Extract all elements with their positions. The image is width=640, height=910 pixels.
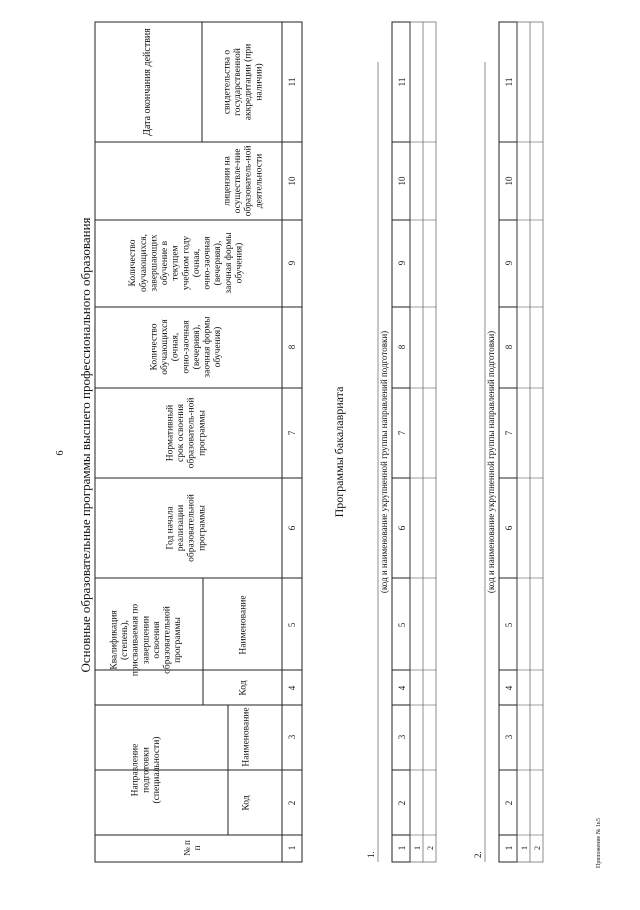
column-number-3: 3: [287, 734, 297, 740]
group-column-number-4: 4: [504, 685, 514, 691]
column-number-2: 2: [287, 800, 297, 806]
column-number-4: 4: [287, 685, 297, 691]
header-col2-code: Код: [241, 795, 252, 811]
group-column-number-3: 3: [504, 734, 514, 740]
header-labels: [108, 44, 264, 856]
group-table-1: [366, 22, 436, 862]
header-col3-name: Наименование: [241, 707, 252, 767]
header-col1-no: № пп: [182, 840, 203, 856]
group-column-number-10: 10: [397, 176, 407, 186]
column-number-7: 7: [287, 430, 297, 436]
group-column-number-11: 11: [397, 77, 407, 87]
group-caption: (код и наименование укрупненной группы направлений подготовки): [379, 330, 389, 594]
group-column-number-3: 3: [397, 734, 407, 740]
group-table-2: [473, 22, 543, 862]
group-column-number-7: 7: [397, 430, 407, 436]
column-number-1: 1: [287, 845, 297, 851]
group-column-number-8: 8: [397, 344, 407, 350]
column-number-5: 5: [287, 622, 297, 628]
header-col2-direction: Направлениеподготовки(специальности): [130, 736, 162, 804]
section-title: Программы бакалавриата: [332, 386, 346, 518]
group-column-number-5: 5: [504, 622, 514, 628]
header-date-end: Дата окончания действия: [142, 28, 153, 136]
header-col9-graduating: Количествообучающихся,завершающихобучение втекущемучебном году(очная,очно-заочная(вечерняя),заочная формыобучения): [128, 232, 245, 294]
header-table: [0, 22, 302, 862]
column-number-10: 10: [287, 176, 297, 186]
sub-row-label: 1: [413, 846, 422, 850]
sub-row-label: 2: [533, 846, 542, 850]
header-col8-students: Количествообучающихся(очная,очно-заочная(вечерняя),заочная формыобучения): [149, 316, 224, 378]
group-column-number-1: 1: [397, 845, 407, 851]
page-number: 6: [55, 450, 66, 456]
group-column-number-11: 11: [504, 77, 514, 87]
group-column-number-1: 1: [504, 845, 514, 851]
group-number: 1.: [366, 851, 376, 858]
header-col10-license: лицензии наосуществле-ниеобразователь-нойдеятельности: [222, 145, 265, 217]
column-number-9: 9: [287, 260, 297, 266]
column-number-8: 8: [287, 344, 297, 350]
group-column-number-9: 9: [504, 260, 514, 266]
group-caption: (код и наименование укрупненной группы направлений подготовки): [486, 330, 496, 594]
page-title: Основные образовательные программы высшего профессионального образования: [78, 217, 93, 673]
header-col5-name: Наименование: [238, 595, 249, 655]
sub-row-label: 1: [520, 846, 529, 850]
group-column-number-9: 9: [397, 260, 407, 266]
group-column-number-10: 10: [504, 176, 514, 186]
column-number-6: 6: [287, 525, 297, 531]
header-col4-qualification: Квалификация(степень),присваиваемая позавершенииосвоенияобразовательнойпрограммы: [109, 603, 184, 677]
group-column-number-6: 6: [397, 525, 407, 531]
group-column-number-2: 2: [504, 800, 514, 806]
sub-row-label: 2: [426, 846, 435, 850]
group-tables: [366, 22, 543, 862]
group-column-number-7: 7: [504, 430, 514, 436]
footer-note: Приложение № 1к5: [596, 818, 602, 868]
group-column-number-5: 5: [397, 622, 407, 628]
header-col7-norm-term: Нормативныйсрок освоенияобразователь-нойпрограммы: [165, 397, 208, 469]
header-col6-start-year: Год началареализацииобразовательнойпрограммы: [165, 494, 208, 562]
column-number-11: 11: [287, 77, 297, 87]
column-number-row: [287, 78, 297, 851]
header-col4-code: Код: [238, 680, 249, 696]
group-column-number-8: 8: [504, 344, 514, 350]
group-column-number-4: 4: [397, 685, 407, 691]
group-number: 2.: [473, 851, 483, 858]
group-column-number-2: 2: [397, 800, 407, 806]
group-column-number-6: 6: [504, 525, 514, 531]
header-col11-accreditation: свидетельства огосударственнойаккредитации (приналичии): [222, 43, 265, 121]
